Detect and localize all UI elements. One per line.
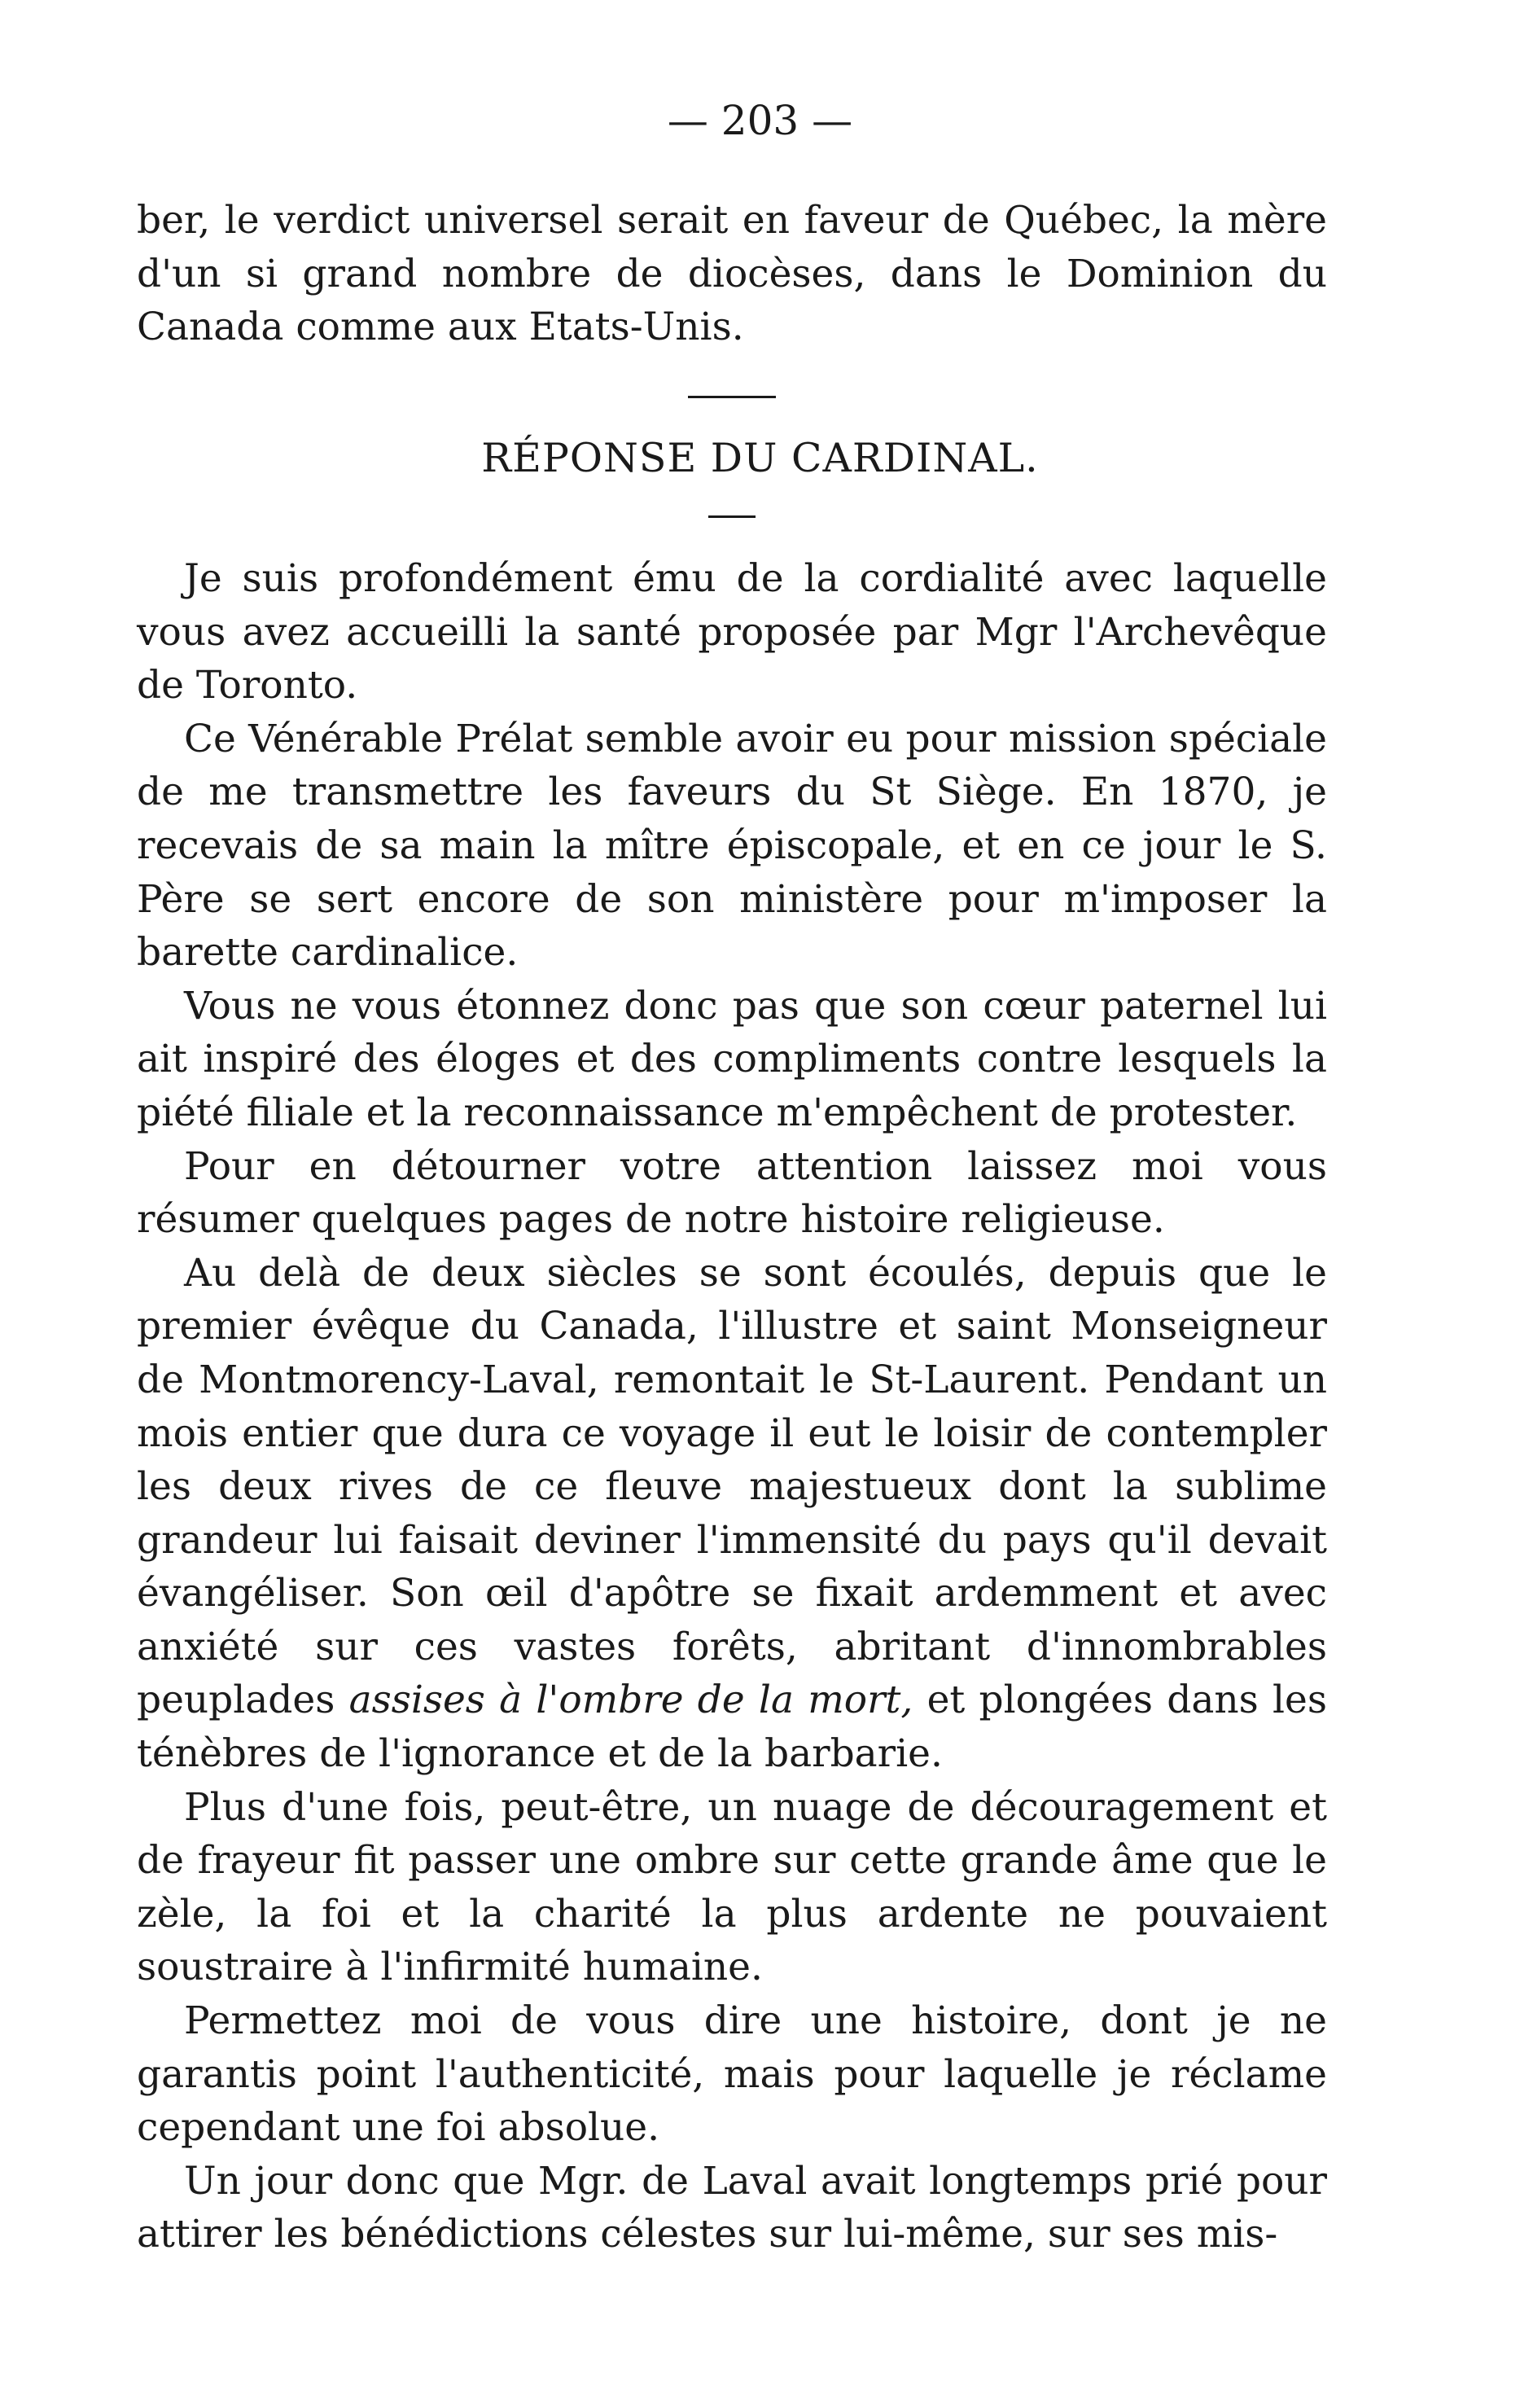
page-number: — 203 — xyxy=(667,97,853,144)
paragraph: Vous ne vous étonnez donc pas que son cœur paternel lui ait inspiré des éloges et des compliments contre lesquels la piété filiale et la reconnaissance m'empêchent de protester. xyxy=(137,983,1327,1135)
paragraph: Un jour donc que Mgr. de Laval avait longtemps prié pour attirer les bénédictions célestes sur lui-même, sur ses mis- xyxy=(137,2158,1327,2257)
italic-quote: assises à l'ombre de la mort, xyxy=(348,1678,913,1723)
heading-rule-bottom xyxy=(708,515,756,518)
paragraph: Ce Vénérable Prélat semble avoir eu pour mission spéciale de me transmettre les faveurs du St Siège. En 1870, je recevais de sa main la mître épiscopale, et en ce jour le S. Père se sert encore de son ministère pour m'imposer la barette cardinalice. xyxy=(137,716,1327,976)
paragraph-text: et plongées dans les ténèbres de l'ignorance et de la barbarie. xyxy=(137,1678,1327,1777)
body-text xyxy=(137,552,1327,2261)
heading-rule-top xyxy=(688,396,776,398)
paragraph: Je suis profondément ému de la cordialité avec laquelle vous avez accueilli la santé proposée par Mgr l'Archevêque de Toronto. xyxy=(137,556,1327,708)
paragraph: Permettez moi de vous dire une histoire, dont je ne garantis point l'authenticité, mais pour laquelle je réclame cependant une foi absolue. xyxy=(137,1998,1327,2151)
continuation-paragraph xyxy=(137,194,1327,354)
continuation-text: ber, le verdict universel serait en faveur de Québec, la mère d'un si grand nombre de diocèses, dans le Dominion du Canada comme aux Etats-Unis. xyxy=(137,198,1327,350)
section-heading: RÉPONSE DU CARDINAL. xyxy=(481,435,1039,481)
paragraph xyxy=(137,1247,1327,1781)
paragraph-text: Au delà de deux siècles se sont écoulés, depuis que le premier évêque du Canada, l'illustre et saint Monseigneur de Montmorency-Laval, remontait le St-Laurent. Pendant un mois entier que dura ce voyage il eut le loisir de contempler les deux rives de ce fleuve majestueux dont la sublime grandeur lui faisait deviner l'immensité du pays qu'il devait évangéliser. Son œil d'apôtre se fixait ardemment et avec anxiété sur ces vastes forêts, abritant d'innombrables peuplades xyxy=(137,1250,1327,1723)
paragraph: Pour en détourner votre attention laissez moi vous résumer quelques pages de notre histoire religieuse. xyxy=(137,1143,1327,1243)
paragraph: Plus d'une fois, peut-être, un nuage de découragement et de frayeur fit passer une ombre sur cette grande âme que le zèle, la foi et la charité la plus ardente ne pouvaient soustraire à l'infirmité humaine. xyxy=(137,1784,1327,1990)
